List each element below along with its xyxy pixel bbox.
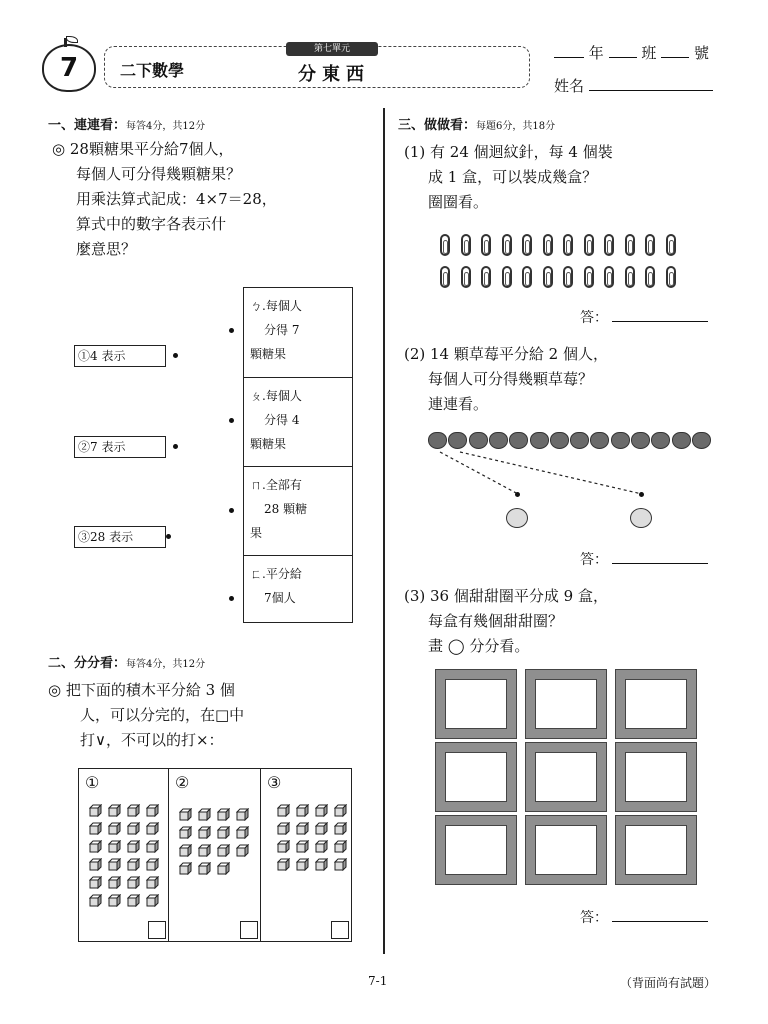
option-line: 7個人	[264, 591, 296, 605]
cube-icon	[236, 825, 249, 838]
question-line: 成 1 盒，可以裝成幾盒？	[428, 168, 598, 186]
question-line: 每個人可分得幾顆草莓？	[428, 370, 594, 388]
paper-clip-icon	[543, 234, 553, 256]
cube-icon	[179, 861, 192, 874]
cube-icon	[108, 839, 121, 852]
year-label: 年	[588, 44, 604, 62]
cube-icon	[127, 857, 140, 870]
cube-icon	[108, 857, 121, 870]
unit-tag: 第七單元	[286, 42, 378, 56]
cube-icon	[296, 821, 309, 834]
strawberry-icon	[469, 432, 488, 449]
apple-leaf-icon	[66, 36, 78, 43]
paper-clip-icon	[604, 234, 614, 256]
match-dot-left-3[interactable]	[166, 534, 171, 539]
number-label: 號	[693, 44, 709, 62]
question-line: (1) 有 24 個迴紋針，每 4 個裝	[404, 143, 613, 161]
paper-clip-icon	[502, 266, 512, 288]
answer-label: 答：	[580, 910, 608, 926]
cube-icon	[334, 803, 347, 816]
option-b	[244, 288, 352, 377]
cube-icon	[217, 843, 230, 856]
unit-title: 分東西	[298, 64, 370, 85]
question-line: 連連看。	[428, 395, 489, 413]
match-dot-boy[interactable]	[639, 492, 644, 497]
cube-icon	[277, 839, 290, 852]
donut-box[interactable]	[616, 670, 696, 738]
cube-icon	[236, 807, 249, 820]
question-line: 用乘法算式記成：4×7＝28，	[76, 190, 277, 208]
question-line: (3) 36 個甜甜圈平分成 9 盒，	[404, 587, 608, 605]
section2-title: 二、分分看：	[48, 656, 127, 671]
donut-box[interactable]	[616, 743, 696, 811]
answer-label: 答：	[580, 552, 608, 568]
question-line: 打∨，不可以的打×：	[80, 731, 224, 749]
back-page-note: （背面尚有試題）	[620, 976, 717, 990]
option-line: 28 顆糖	[264, 502, 308, 516]
strawberry-icon	[489, 432, 508, 449]
strawberry-icon	[651, 432, 670, 449]
cube-icon	[108, 821, 121, 834]
match-options	[243, 287, 353, 623]
paper-clip-icon	[645, 234, 655, 256]
connector-lines	[428, 448, 668, 500]
answer-checkbox[interactable]	[148, 921, 166, 939]
question-line: 每盒有幾個甜甜圈？	[428, 612, 564, 630]
match-left-item-2: ②7 表示	[74, 436, 166, 458]
match-left-item-3: ③28 表示	[74, 526, 166, 548]
cube-icon	[89, 857, 102, 870]
donut-box[interactable]	[436, 816, 516, 884]
strawberry-icon	[692, 432, 711, 449]
answer-label: 答：	[580, 310, 608, 326]
strawberry-icon	[611, 432, 630, 449]
unit-number: 7	[59, 53, 79, 83]
cube-icon	[89, 839, 102, 852]
panel-number: ②	[175, 773, 190, 792]
cube-icon	[146, 839, 159, 852]
q2-text	[404, 342, 608, 417]
boy-face-icon	[630, 508, 652, 528]
blocks-panel-3	[261, 769, 351, 941]
cube-icon	[89, 803, 102, 816]
option-line: 顆糖果	[250, 347, 287, 361]
match-dot-right-3[interactable]	[229, 508, 234, 513]
match-dot-left-1[interactable]	[173, 353, 178, 358]
section1-heading	[48, 114, 205, 133]
unit-number-apple	[42, 44, 96, 92]
cube-icon	[127, 803, 140, 816]
section2-points: 每答4分，共12分	[126, 659, 206, 670]
cube-icon	[315, 803, 328, 816]
cube-icon	[296, 839, 309, 852]
section3-heading	[398, 114, 555, 133]
cube-icon	[146, 803, 159, 816]
page-number: 7-1	[368, 974, 388, 988]
cube-icon	[108, 893, 121, 906]
option-line: 分得 7	[264, 323, 300, 337]
paper-clips	[440, 234, 700, 294]
option-m	[244, 466, 352, 555]
answer-blank[interactable]	[612, 550, 708, 564]
question-line: (2) 14 顆草莓平分給 2 個人，	[404, 345, 608, 363]
question-line: 每個人可分得幾顆糖果？	[76, 165, 242, 183]
cube-icon	[108, 875, 121, 888]
section3-title: 三、做做看：	[398, 118, 477, 133]
cube-icon	[146, 875, 159, 888]
cube-icon	[296, 803, 309, 816]
panel-number: ③	[267, 773, 282, 792]
dashed-line	[460, 452, 642, 494]
girl-face-icon	[506, 508, 528, 528]
cube-icon	[277, 821, 290, 834]
strawberry-icon	[550, 432, 569, 449]
q2-answer	[580, 549, 708, 569]
cube-icon	[146, 857, 159, 870]
q1-answer	[580, 307, 708, 327]
option-line: ㄅ.每個人	[250, 299, 302, 313]
cube-icon	[127, 821, 140, 834]
paper-clip-icon	[461, 234, 471, 256]
strawberry-icon	[530, 432, 549, 449]
option-line: 果	[250, 526, 263, 540]
cube-icon	[89, 893, 102, 906]
strawberry-icon	[631, 432, 650, 449]
paper-clip-icon	[481, 266, 491, 288]
cube-icon	[127, 839, 140, 852]
name-label: 姓名	[554, 77, 585, 95]
paper-clip-icon	[645, 266, 655, 288]
question-line: 算式中的數字各表示什	[76, 215, 227, 233]
q1-text	[404, 140, 613, 215]
paper-clip-icon	[625, 266, 635, 288]
panel-number: ①	[85, 773, 100, 792]
q3-text	[404, 584, 608, 659]
cube-icon	[89, 875, 102, 888]
paper-clip-icon	[461, 266, 471, 288]
question-line: 麼意思？	[76, 240, 137, 258]
cube-icon	[334, 839, 347, 852]
strawberry-icon	[428, 432, 447, 449]
donut-box[interactable]	[436, 743, 516, 811]
class-label: 班	[641, 44, 657, 62]
cube-icon	[108, 803, 121, 816]
dashed-line	[440, 452, 518, 494]
book-title: 二下數學	[120, 61, 185, 80]
paper-clip-icon	[666, 266, 676, 288]
paper-clip-icon	[522, 266, 532, 288]
option-line: ㄆ.每個人	[250, 389, 302, 403]
paper-clip-icon	[584, 266, 594, 288]
cube-icon	[179, 825, 192, 838]
paper-clip-icon	[502, 234, 512, 256]
cube-icon	[277, 857, 290, 870]
class-blank[interactable]	[609, 44, 637, 58]
donut-box[interactable]	[526, 816, 606, 884]
answer-checkbox[interactable]	[240, 921, 258, 939]
cube-icon	[198, 843, 211, 856]
section3-points: 每題6分，共18分	[476, 121, 556, 132]
option-line: ㄇ.全部有	[250, 478, 302, 492]
name-row	[554, 75, 713, 96]
strawberry-icon	[448, 432, 467, 449]
cube-icon	[198, 807, 211, 820]
cube-icon	[127, 893, 140, 906]
question-line: ◎ 把下面的積木平分給 3 個	[48, 681, 235, 699]
cube-icon	[89, 821, 102, 834]
section1-title: 一、連連看：	[48, 118, 127, 133]
answer-blank[interactable]	[612, 908, 708, 922]
q3-answer	[580, 907, 708, 927]
section1-points: 每答4分，共12分	[126, 121, 206, 132]
paper-clip-icon	[563, 266, 573, 288]
class-info-row	[554, 42, 709, 63]
year-blank[interactable]	[554, 44, 584, 58]
cube-icon	[315, 857, 328, 870]
paper-clip-icon	[440, 266, 450, 288]
cube-icon	[198, 861, 211, 874]
paper-clip-icon	[666, 234, 676, 256]
option-f	[244, 555, 352, 622]
cube-icon	[179, 843, 192, 856]
cube-icon	[127, 875, 140, 888]
cube-icon	[217, 807, 230, 820]
match-dot-right-2[interactable]	[229, 418, 234, 423]
match-dot-left-2[interactable]	[173, 444, 178, 449]
cube-icon	[198, 825, 211, 838]
match-left-item-1: ①4 表示	[74, 345, 166, 367]
blocks-box	[78, 768, 352, 942]
cube-icon	[296, 857, 309, 870]
cube-icon	[315, 839, 328, 852]
paper-clip-icon	[604, 266, 614, 288]
strawberry-icon	[509, 432, 528, 449]
option-line: 顆糖果	[250, 437, 287, 451]
donut-boxes	[436, 670, 700, 890]
cube-icon	[217, 861, 230, 874]
match-dot-right-4[interactable]	[229, 596, 234, 601]
answer-blank[interactable]	[612, 308, 708, 322]
paper-clip-icon	[440, 234, 450, 256]
cube-icon	[146, 893, 159, 906]
paper-clip-icon	[584, 234, 594, 256]
match-dot-girl[interactable]	[515, 492, 520, 497]
section2-question	[48, 678, 244, 753]
paper-clip-icon	[543, 266, 553, 288]
column-divider	[383, 108, 385, 954]
paper-clip-icon	[481, 234, 491, 256]
option-p	[244, 377, 352, 466]
donut-box[interactable]	[526, 670, 606, 738]
blocks-panel-1	[79, 769, 169, 941]
donut-box[interactable]	[616, 816, 696, 884]
cube-icon	[277, 803, 290, 816]
cube-icon	[315, 821, 328, 834]
cube-icon	[217, 825, 230, 838]
blocks-panel-2	[169, 769, 261, 941]
paper-clip-icon	[563, 234, 573, 256]
cube-icon	[334, 821, 347, 834]
question-line: 人，可以分完的，在□中	[80, 706, 245, 724]
cube-icon	[146, 821, 159, 834]
cube-icon	[179, 807, 192, 820]
match-dot-right-1[interactable]	[229, 328, 234, 333]
number-blank[interactable]	[661, 44, 689, 58]
answer-checkbox[interactable]	[331, 921, 349, 939]
question-line: 圈圈看。	[428, 193, 489, 211]
paper-clip-icon	[625, 234, 635, 256]
section2-heading	[48, 652, 205, 671]
strawberry-icon	[590, 432, 609, 449]
question-line: ◎ 28顆糖果平分給7個人，	[52, 140, 234, 158]
donut-box[interactable]	[436, 670, 516, 738]
section1-question	[52, 137, 277, 262]
option-line: ㄈ.平分給	[250, 567, 302, 581]
donut-box[interactable]	[526, 743, 606, 811]
strawberry-icon	[570, 432, 589, 449]
strawberry-icon	[672, 432, 691, 449]
option-line: 分得 4	[264, 413, 300, 427]
name-blank[interactable]	[589, 77, 713, 91]
paper-clip-icon	[522, 234, 532, 256]
cube-icon	[334, 857, 347, 870]
cube-icon	[236, 843, 249, 856]
question-line: 畫 ◯ 分分看。	[428, 637, 530, 655]
